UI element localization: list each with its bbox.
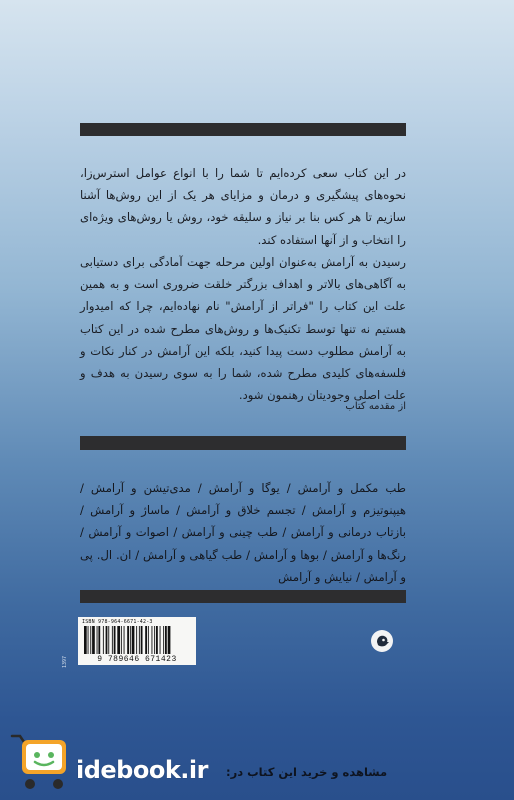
barcode-bar (92, 626, 95, 654)
barcode-bar (148, 626, 149, 654)
barcode-bar (97, 626, 98, 654)
barcode-bar (106, 626, 108, 654)
barcode-bar (124, 626, 125, 654)
watermark-banner (0, 730, 514, 800)
barcode-bar (114, 626, 116, 654)
publisher-logo-icon (371, 630, 393, 652)
barcode-bar (154, 626, 155, 654)
barcode-bar (139, 626, 140, 654)
bottom-divider-bar (80, 590, 406, 603)
barcode-bar (136, 626, 137, 654)
barcode (78, 617, 196, 665)
top-divider-bar (80, 123, 406, 136)
watermark-text: مشاهده و خرید این کتاب در: (226, 765, 388, 779)
quote-source: از مقدمه کتاب (345, 401, 406, 412)
barcode-bar (98, 626, 100, 654)
site-logo[interactable]: idebook.ir (76, 756, 208, 784)
barcode-bar (130, 626, 131, 654)
barcode-number: 9 789646 671423 (97, 655, 177, 664)
barcode-bar (112, 626, 113, 654)
barcode-bar (132, 626, 135, 654)
vertical-code: 1397 (62, 655, 68, 668)
barcode-bar (108, 626, 109, 654)
barcode-bar (156, 626, 158, 654)
barcode-bar (88, 626, 89, 654)
barcode-bar (127, 626, 129, 654)
barcode-bar (160, 626, 161, 654)
barcode-bar (152, 626, 153, 654)
topics-list: طب مکمل و آرامش / یوگا و آرامش / مدی‌تیشن و آرامش / هیپنوتیزم و آرامش / تجسم خلاق و آرامش / ماساژ و آرامش / بازتاب درمانی و آرامش / طب چینی و آرامش / اصوات و آرامش / رنگ‌ها و آرامش / بوها و آرامش / طب گیاهی و آرامش / ان. ال. پی و آرامش / نیایش و آرامش (80, 481, 406, 584)
isbn-label: ISBN 978-964-6671-42-3 (82, 619, 153, 625)
barcode-bar (103, 626, 104, 654)
barcode-bars (82, 626, 192, 654)
intro-paragraph-1: در این کتاب سعی کرده‌ایم تا شما را با انواع عوامل استرس‌زا، نحوه‌های پیشگیری و درمان و مزایای هر یک از این روش‌ها آشنا سازیم تا هر کس بنا بر نیاز و سلیقه خود، روش یا روش‌های ویژه‌ای را انتخاب و از آنها استفاده کند. (80, 166, 406, 247)
barcode-bar (84, 626, 87, 654)
barcode-bar (117, 626, 120, 654)
barcode-bar (163, 626, 164, 654)
barcode-bar (165, 626, 167, 654)
cart-logo-icon (8, 730, 78, 800)
barcode-bar (141, 626, 143, 654)
barcode-bar (90, 626, 91, 654)
barcode-bar (168, 626, 171, 654)
barcode-bar (145, 626, 147, 654)
intro-paragraph-2: رسیدن به آرامش به‌عنوان اولین مرحله جهت آمادگی برای دستیابی به آگاهی‌های بالاتر و اهداف بزرگتر خلقت ضروری است و به همین علت این کتاب را "فراتر از آرامش" نام نهاده‌ایم، چرا که امیدوار هستیم نه تنها توسط تکنیک‌ها و روش‌های مطرح شده در این کتاب به آرامش مطلوب دست پیدا کنید، بلکه این آرامش در کنار نکات و فلسفه‌های کلیدی مطرح شده، شما را به سوی رسیدن به هدف و علت اصلی وجودیتان رهنمون شود. (80, 255, 406, 403)
middle-divider-bar (80, 436, 406, 450)
barcode-bar (121, 626, 122, 654)
